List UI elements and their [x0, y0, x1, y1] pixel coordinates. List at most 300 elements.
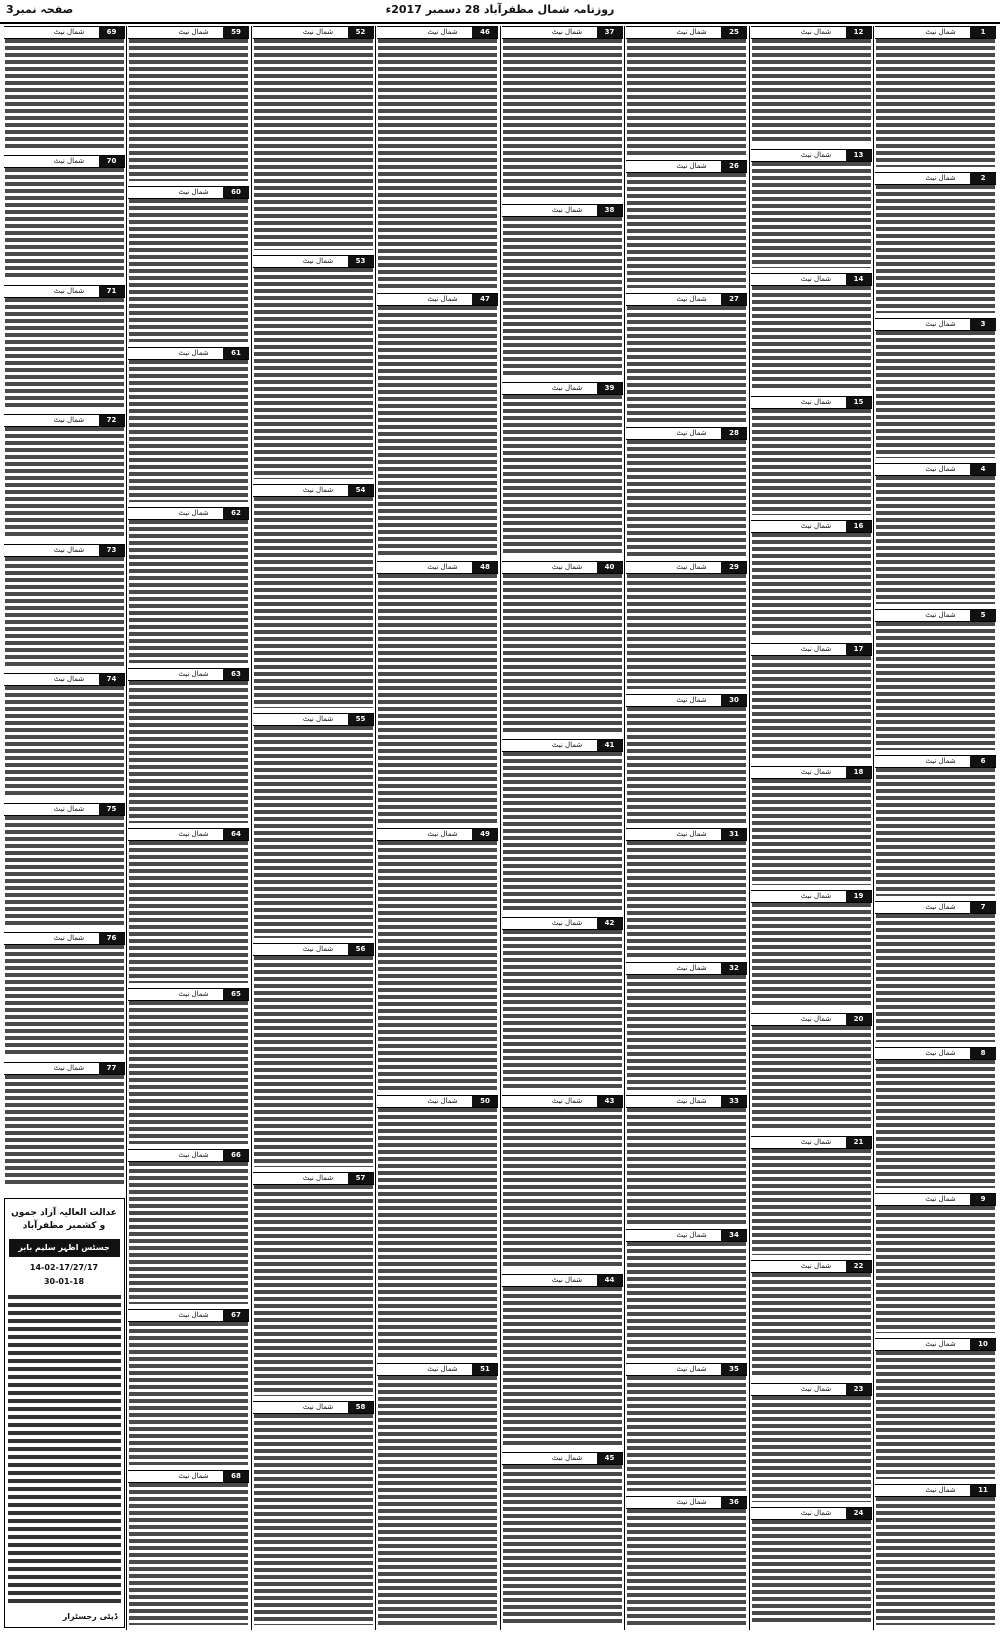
- column: [502, 26, 623, 1630]
- notice-number: 16: [846, 521, 872, 532]
- notice-header: [377, 293, 498, 306]
- notice: [4, 803, 125, 930]
- notice: [502, 561, 623, 737]
- notice-title: شمال نیٹ: [551, 206, 583, 215]
- notice-number: 29: [721, 562, 747, 573]
- notice-header: [502, 204, 623, 217]
- notice-header: [626, 1496, 747, 1509]
- notice-number: 15: [846, 397, 872, 408]
- notice-header: [875, 755, 996, 768]
- notice-body-text: [5, 557, 124, 668]
- notice-header: [377, 828, 498, 841]
- column: [4, 26, 125, 1630]
- notice-number: 77: [99, 1063, 125, 1074]
- notice-title: شمال نیٹ: [178, 1471, 209, 1480]
- notice-body-text: [254, 726, 373, 937]
- notice-body-text: [5, 168, 124, 279]
- notice-header: [502, 382, 623, 395]
- notice-header: [626, 26, 747, 39]
- notice-header: [875, 172, 996, 185]
- court-case-number: 14-02-17/27/17: [29, 1263, 99, 1272]
- notice-body-text: [503, 752, 622, 912]
- notice-number: 30: [721, 695, 747, 706]
- notice: [875, 609, 996, 753]
- notice-title: شمال نیٹ: [676, 1097, 707, 1106]
- notice-body-text: [752, 1149, 871, 1254]
- column: [626, 26, 747, 1630]
- notice-number: 55: [348, 714, 374, 725]
- notice-title: شمال نیٹ: [676, 295, 707, 304]
- notice-header: [751, 1383, 872, 1396]
- notice: [502, 739, 623, 915]
- notice: [4, 414, 125, 541]
- notice-number: 38: [597, 205, 623, 216]
- notice-header: [626, 1363, 747, 1376]
- notice-body-text: [876, 476, 995, 604]
- notice-header: [128, 507, 249, 520]
- notice-number: 47: [472, 294, 498, 305]
- notice-header: [128, 347, 249, 360]
- notice-body-text: [129, 360, 248, 502]
- notice-number: 3: [970, 319, 996, 330]
- notice-title: شمال نیٹ: [53, 804, 85, 813]
- notice: [502, 382, 623, 558]
- notice: [626, 561, 747, 693]
- notice: [751, 520, 872, 641]
- notice-body-text: [5, 945, 124, 1056]
- notice-title: شمال نیٹ: [178, 990, 209, 999]
- notice-body-text: [752, 39, 871, 144]
- court-title: عدالت العالیہ آزاد جموں و کشمیر مظفرآباد: [11, 1208, 117, 1231]
- notice-number: 41: [597, 740, 623, 751]
- notice-number: 71: [99, 286, 125, 297]
- notice-title: شمال نیٹ: [925, 1048, 956, 1057]
- notice-header: [875, 901, 996, 914]
- notice-number: 36: [721, 1497, 747, 1508]
- notice: [751, 273, 872, 394]
- notice-title: شمال نیٹ: [800, 28, 832, 36]
- notice-header: [4, 26, 125, 39]
- notice-header: [502, 739, 623, 752]
- notice: [502, 1274, 623, 1450]
- notice-body-text: [5, 298, 124, 409]
- notice-number: 61: [223, 348, 249, 359]
- notice-number: 56: [348, 944, 374, 955]
- notice: [751, 1260, 872, 1381]
- notice-number: 63: [223, 669, 249, 680]
- notice-number: 58: [348, 1402, 374, 1413]
- notice-body-text: [503, 574, 622, 734]
- notice-body-text: [876, 1206, 995, 1334]
- notice-body-text: [627, 1376, 746, 1492]
- notice-body-text: [752, 656, 871, 761]
- notice-body-text: [254, 268, 373, 479]
- notice-header: [502, 561, 623, 574]
- notice-title: شمال نیٹ: [800, 1261, 832, 1270]
- notices-grid: [4, 26, 996, 1630]
- notice: [4, 26, 125, 153]
- notice-header: [128, 1149, 249, 1162]
- notice-title: شمال نیٹ: [178, 28, 209, 36]
- notice-title: شمال نیٹ: [925, 1194, 956, 1203]
- notice: [626, 828, 747, 960]
- notice-number: 64: [223, 829, 249, 840]
- notice-header: [626, 561, 747, 574]
- notice-number: 45: [597, 1453, 623, 1464]
- notice-title: شمال نیٹ: [551, 562, 583, 571]
- notice-body-text: [752, 1520, 871, 1625]
- notice-title: شمال نیٹ: [925, 28, 956, 36]
- column-rule: [375, 26, 376, 1630]
- notice-title: شمال نیٹ: [427, 295, 458, 304]
- notice-body-text: [876, 768, 995, 896]
- notice-body-text: [752, 286, 871, 391]
- notice-title: شمال نیٹ: [551, 384, 583, 393]
- notice-header: [626, 160, 747, 173]
- notice-header: [751, 1136, 872, 1149]
- notice: [253, 255, 374, 482]
- notice-header: [751, 396, 872, 409]
- notice: [875, 1484, 996, 1628]
- notice-number: 1: [970, 27, 996, 38]
- notice-header: [4, 932, 125, 945]
- notice-header: [875, 318, 996, 331]
- notice-header: [4, 803, 125, 816]
- notice-title: شمال نیٹ: [800, 644, 832, 653]
- notice: [4, 1062, 125, 1189]
- notice-body-text: [503, 39, 622, 199]
- notice: [626, 1363, 747, 1495]
- notice-header: [626, 1095, 747, 1108]
- notice: [4, 155, 125, 282]
- notice: [502, 204, 623, 380]
- notice-number: 33: [721, 1096, 747, 1107]
- court-date: 30-01-18: [43, 1277, 85, 1286]
- notice-title: شمال نیٹ: [800, 1385, 832, 1394]
- notice-header: [253, 943, 374, 956]
- notice-title: شمال نیٹ: [551, 1097, 583, 1106]
- notice-body-text: [378, 1108, 497, 1357]
- notice-title: شمال نیٹ: [676, 1498, 707, 1507]
- notice: [253, 26, 374, 253]
- notice-number: 39: [597, 383, 623, 394]
- notice-title: شمال نیٹ: [427, 28, 458, 36]
- notice: [128, 26, 249, 184]
- notice-header: [875, 609, 996, 622]
- notice: [751, 149, 872, 270]
- notice-title: شمال نیٹ: [800, 1508, 832, 1517]
- notice-title: شمال نیٹ: [676, 696, 707, 705]
- notice: [128, 1309, 249, 1467]
- notice-body-text: [627, 173, 746, 289]
- notice-number: 26: [721, 161, 747, 172]
- notice-title: شمال نیٹ: [53, 286, 85, 295]
- notice: [751, 1507, 872, 1628]
- notice-header: [875, 463, 996, 476]
- notice: [875, 172, 996, 316]
- column-rule: [126, 26, 127, 1630]
- notice: [626, 1229, 747, 1361]
- notice-number: 73: [99, 545, 125, 556]
- notice-header: [128, 828, 249, 841]
- notice-number: 68: [223, 1471, 249, 1482]
- notice-number: 25: [721, 27, 747, 38]
- notice: [128, 828, 249, 986]
- masthead: [0, 0, 1000, 24]
- notice-title: شمال نیٹ: [178, 1150, 209, 1159]
- notice-number: 50: [472, 1096, 498, 1107]
- notice-title: شمال نیٹ: [178, 669, 209, 678]
- notice-header: [4, 673, 125, 686]
- notice: [751, 1383, 872, 1504]
- notice-body-text: [129, 39, 248, 181]
- notice: [626, 694, 747, 826]
- notice: [751, 890, 872, 1011]
- notice-header: [377, 1363, 498, 1376]
- notice-title: شمال نیٹ: [800, 398, 832, 407]
- notice-body-text: [129, 199, 248, 341]
- notice-header: [751, 643, 872, 656]
- notice-title: شمال نیٹ: [302, 257, 334, 266]
- notice-title: شمال نیٹ: [676, 963, 707, 972]
- notice-title: شمال نیٹ: [302, 1402, 334, 1411]
- notice-body-text: [129, 520, 248, 662]
- notice-number: 34: [721, 1230, 747, 1241]
- court-notice: [4, 1198, 125, 1628]
- notice-title: شمال نیٹ: [925, 1486, 956, 1495]
- notice-header: [4, 1062, 125, 1075]
- notice-title: شمال نیٹ: [427, 562, 458, 571]
- notice-body-text: [5, 686, 124, 797]
- notice-header: [253, 484, 374, 497]
- notice-number: 19: [846, 891, 872, 902]
- notice-body-text: [254, 956, 373, 1167]
- notice-header: [128, 1309, 249, 1322]
- column: [253, 26, 374, 1630]
- notice-body-text: [752, 1026, 871, 1131]
- notice-title: شمال نیٹ: [178, 830, 209, 838]
- notice-number: 57: [348, 1173, 374, 1184]
- notice-number: 62: [223, 508, 249, 519]
- notice-title: شمال نیٹ: [925, 173, 956, 182]
- notice-body-text: [627, 841, 746, 957]
- notice-header: [751, 1507, 872, 1520]
- notice-body-text: [254, 497, 373, 708]
- notice-number: 27: [721, 294, 747, 305]
- notice-number: 76: [99, 933, 125, 944]
- notice-title: شمال نیٹ: [800, 151, 832, 160]
- notice-body-text: [627, 707, 746, 823]
- notice-number: 22: [846, 1261, 872, 1272]
- notice: [253, 713, 374, 940]
- notice-header: [875, 1338, 996, 1351]
- notice: [377, 26, 498, 291]
- notice-title: شمال نیٹ: [302, 715, 334, 724]
- notice-title: شمال نیٹ: [178, 509, 209, 518]
- notice-title: شمال نیٹ: [551, 1453, 583, 1462]
- notice: [377, 293, 498, 558]
- notice: [253, 943, 374, 1170]
- notice-number: 75: [99, 804, 125, 815]
- notice-title: شمال نیٹ: [302, 486, 334, 495]
- notice-header: [253, 26, 374, 39]
- notice-number: 17: [846, 644, 872, 655]
- notice: [751, 1013, 872, 1134]
- notice-title: شمال نیٹ: [427, 1364, 458, 1373]
- notice-body-text: [752, 409, 871, 514]
- notice-title: شمال نیٹ: [800, 521, 832, 530]
- notice-number: 70: [99, 156, 125, 167]
- notice-number: 8: [970, 1048, 996, 1059]
- notice: [502, 917, 623, 1093]
- notice-body-text: [503, 1108, 622, 1268]
- notice-header: [875, 1484, 996, 1497]
- notice-body-text: [627, 975, 746, 1091]
- notice-body-text: [752, 1396, 871, 1501]
- notice-body-text: [876, 331, 995, 459]
- notice-number: 6: [970, 756, 996, 767]
- notice-number: 48: [472, 562, 498, 573]
- notice-body-text: [129, 1162, 248, 1304]
- notice-title: شمال نیٹ: [302, 1173, 334, 1182]
- notice-header: [377, 561, 498, 574]
- notice-number: 14: [846, 274, 872, 285]
- notice-header: [751, 890, 872, 903]
- court-body-text: [8, 1295, 121, 1603]
- notice-header: [751, 520, 872, 533]
- notice-body-text: [5, 1075, 124, 1186]
- notice-number: 40: [597, 562, 623, 573]
- column: [377, 26, 498, 1630]
- notice-header: [875, 26, 996, 39]
- notice: [253, 1401, 374, 1628]
- notice: [4, 932, 125, 1059]
- notice-number: 5: [970, 610, 996, 621]
- notice-header: [626, 427, 747, 440]
- column: [751, 26, 872, 1630]
- notice: [128, 1470, 249, 1628]
- notice-title: شمال نیٹ: [925, 319, 956, 328]
- notice-header: [751, 273, 872, 286]
- notice-number: 52: [348, 27, 374, 38]
- notice-body-text: [254, 39, 373, 250]
- notice: [377, 561, 498, 826]
- notice-number: 54: [348, 485, 374, 496]
- notice-number: 51: [472, 1364, 498, 1375]
- notice-title: شمال نیٹ: [676, 830, 707, 838]
- court-signature: ڈپٹی رجسٹرار: [62, 1612, 118, 1621]
- notice-body-text: [503, 1465, 622, 1625]
- notice-number: 2: [970, 173, 996, 184]
- notice-header: [253, 255, 374, 268]
- notice-header: [626, 694, 747, 707]
- notice-header: [875, 1047, 996, 1060]
- notice-body-text: [627, 1509, 746, 1625]
- notice-title: شمال نیٹ: [551, 919, 583, 928]
- column-rule: [624, 26, 625, 1630]
- notice-header: [502, 26, 623, 39]
- notice: [875, 755, 996, 899]
- notice-title: شمال نیٹ: [178, 348, 209, 357]
- notice-body-text: [752, 533, 871, 638]
- column-rule: [251, 26, 252, 1630]
- notice-title: شمال نیٹ: [302, 944, 334, 953]
- notice-number: 21: [846, 1137, 872, 1148]
- notice-body-text: [627, 1242, 746, 1358]
- notice: [4, 544, 125, 671]
- notice-number: 23: [846, 1384, 872, 1395]
- notice-title: شمال نیٹ: [925, 611, 956, 620]
- notice-title: شمال نیٹ: [427, 1097, 458, 1106]
- notice-number: 28: [721, 428, 747, 439]
- notice-body-text: [5, 427, 124, 538]
- notice-title: شمال نیٹ: [551, 1275, 583, 1284]
- notice-body-text: [627, 306, 746, 422]
- notice: [751, 766, 872, 887]
- notice-body-text: [378, 1376, 497, 1625]
- notice-header: [128, 186, 249, 199]
- notice-body-text: [129, 681, 248, 823]
- column-rule: [873, 26, 874, 1630]
- notice-number: 11: [970, 1485, 996, 1496]
- notice-body-text: [378, 841, 497, 1090]
- notice-body-text: [876, 39, 995, 167]
- notice-title: شمال نیٹ: [925, 1340, 956, 1349]
- notice-number: 7: [970, 902, 996, 913]
- notice-title: شمال نیٹ: [676, 161, 707, 170]
- notice-body-text: [752, 903, 871, 1008]
- notice-body-text: [503, 930, 622, 1090]
- notice-number: 46: [472, 27, 498, 38]
- notice-number: 65: [223, 989, 249, 1000]
- notice-header: [253, 713, 374, 726]
- notice-body-text: [378, 574, 497, 823]
- notice-title: شمال نیٹ: [551, 740, 583, 749]
- notice-number: 9: [970, 1194, 996, 1205]
- notice-title: شمال نیٹ: [800, 1138, 832, 1147]
- notice-title: شمال نیٹ: [800, 768, 832, 777]
- notice-header: [377, 26, 498, 39]
- notice-body-text: [876, 1351, 995, 1479]
- notice: [377, 1363, 498, 1628]
- notice-body-text: [627, 574, 746, 690]
- notice-body-text: [378, 39, 497, 288]
- column-rule: [500, 26, 501, 1630]
- notice-title: شمال نیٹ: [551, 28, 583, 36]
- notice-number: 18: [846, 767, 872, 778]
- notice-number: 49: [472, 829, 498, 840]
- notice: [4, 285, 125, 412]
- notice: [128, 1149, 249, 1307]
- notice-body-text: [503, 217, 622, 377]
- notice-header: [253, 1172, 374, 1185]
- notice-header: [626, 828, 747, 841]
- notice-header: [253, 1401, 374, 1414]
- notice-number: 60: [223, 187, 249, 198]
- notice: [875, 901, 996, 1045]
- notice-number: 74: [99, 674, 125, 685]
- notice: [128, 507, 249, 665]
- notice: [502, 1095, 623, 1271]
- notice-body-text: [129, 1322, 248, 1464]
- notice-body-text: [129, 1483, 248, 1625]
- notice-body-text: [876, 914, 995, 1042]
- notice-number: 32: [721, 963, 747, 974]
- notice-title: شمال نیٹ: [178, 188, 209, 197]
- notice-title: شمال نیٹ: [53, 545, 85, 554]
- notice-header: [502, 1095, 623, 1108]
- notice-body-text: [752, 162, 871, 267]
